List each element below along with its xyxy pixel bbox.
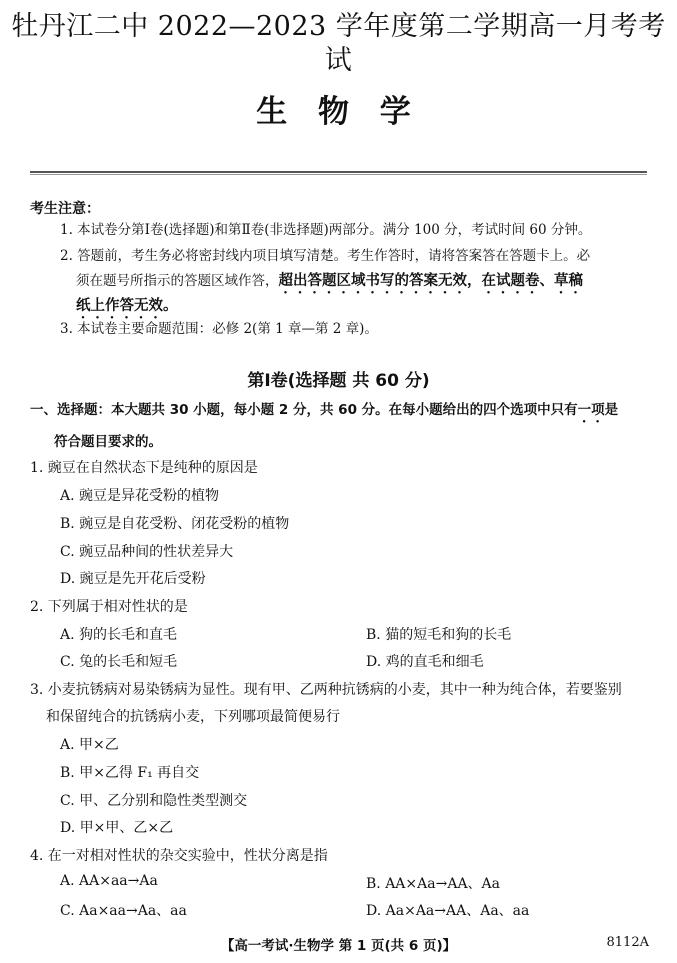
exam-title: 牡丹江二中 2022—2023 学年度第二学期高一月考考试 xyxy=(11,11,666,76)
notice-item-2-line-2 xyxy=(76,270,668,297)
question-4-option-c: C. Aa×aa→Aa、aa xyxy=(60,903,187,919)
question-3-stem: 3. 小麦抗锈病对易染锈病为显性。现有甲、乙两种抗锈病的小麦，其中一种为纯合体，若要鉴别 xyxy=(30,682,622,698)
page-footer: 【高一考试·生物学 第 1 页(共 6 页)】 xyxy=(220,938,457,954)
question-1-option-b: B. 豌豆是自花受粉、闭花受粉的植物 xyxy=(60,516,290,532)
section-instruction xyxy=(30,398,618,426)
question-2-option-a: A. 狗的长毛和直毛 xyxy=(60,627,178,643)
question-4-option-a: A. AA×aa→Aa xyxy=(60,873,158,889)
question-2-option-c: C. 兔的长毛和短毛 xyxy=(60,654,178,670)
question-4-stem: 4. 在一对相对性状的杂交实验中，性状分离是指 xyxy=(30,848,328,864)
question-2-option-b: B. 猫的短毛和狗的长毛 xyxy=(366,627,512,643)
question-3-option-c: C. 甲、乙分别和隐性类型测交 xyxy=(60,793,248,809)
instruction-emphasis: 一项 xyxy=(577,402,605,418)
notice-item-2: 2. 答题前，考生务必将密封线内项目填写清楚。考生作答时，请将答案答在答题卡上。必 xyxy=(60,248,591,264)
question-1-stem: 1. 豌豆在自然状态下是纯种的原因是 xyxy=(30,460,258,476)
question-3-option-a: A. 甲×乙 xyxy=(60,737,119,753)
question-1-option-a: A. 豌豆是异花受粉的植物 xyxy=(60,488,220,504)
subject-title: 生 物 学 xyxy=(256,94,421,130)
notice-heading: 考生注意： xyxy=(30,201,100,217)
header-divider-thin xyxy=(30,174,647,175)
section-title: 第Ⅰ卷(选择题 共 60 分) xyxy=(247,371,430,391)
notice-item-1: 1. 本试卷分第Ⅰ卷(选择题)和第Ⅱ卷(非选择题)两部分。满分 100 分，考试时间 60 分钟。 xyxy=(60,222,592,238)
question-3-option-d: D. 甲×甲、乙×乙 xyxy=(60,820,174,836)
section-instruction-line-2: 符合题目要求的。 xyxy=(54,434,162,450)
question-3-option-b: B. 甲×乙得 F₁ 再自交 xyxy=(60,765,200,781)
notice-item-2-plain: 须在题号所指示的答题区域作答， xyxy=(76,273,279,289)
notice-item-3: 3. 本试卷主要命题范围：必修 2(第 1 章—第 2 章)。 xyxy=(60,321,378,337)
question-1-option-c: C. 豌豆品种间的性状差异大 xyxy=(60,544,234,560)
paper-code: 8112A xyxy=(606,935,649,950)
question-4-option-b: B. AA×Aa→AA、Aa xyxy=(366,876,501,892)
question-3-stem-line-2: 和保留纯合的抗锈病小麦，下列哪项最简便易行 xyxy=(46,709,340,725)
instruction-text: 一、选择题：本大题共 30 小题，每小题 2 分，共 60 分。在每小题给出的四个选项中只有 xyxy=(30,402,578,418)
question-2-stem: 2. 下列属于相对性状的是 xyxy=(30,599,188,615)
header-divider xyxy=(30,171,647,173)
question-1-option-d: D. 豌豆是先开花后受粉 xyxy=(60,571,206,587)
notice-item-2-emphasis: 超出答题区域书写的答案无效，在试题卷、草稿 xyxy=(278,273,583,289)
instruction-text-end: 是 xyxy=(604,402,619,418)
notice-item-2-emphasis-end: 纸上作答无效。 xyxy=(76,298,178,314)
question-2-option-d: D. 鸡的直毛和细毛 xyxy=(366,654,484,670)
question-4-option-d: D. Aa×Aa→AA、Aa、aa xyxy=(366,903,530,919)
